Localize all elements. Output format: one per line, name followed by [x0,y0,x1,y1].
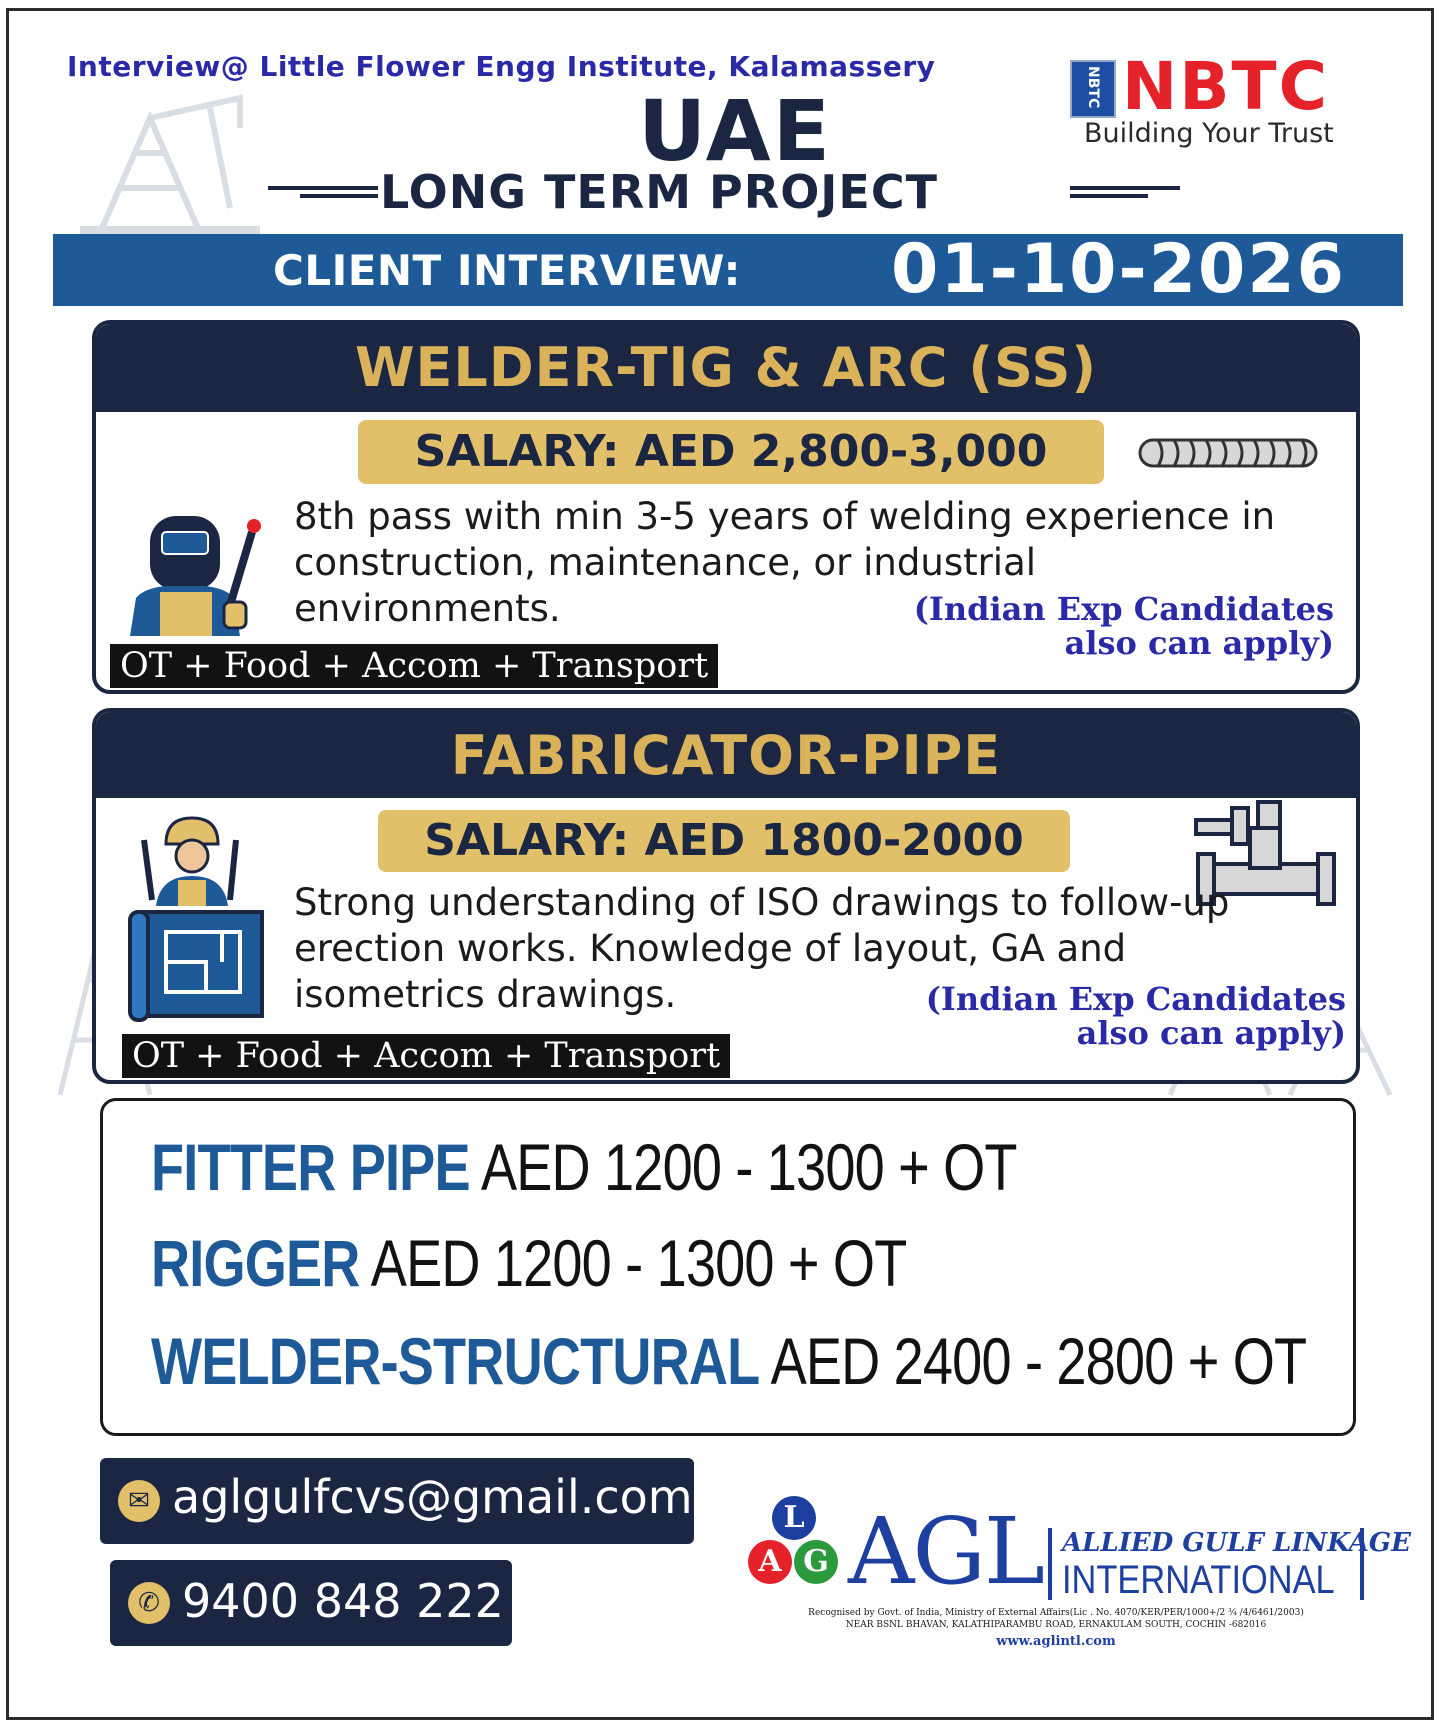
role-pay: AED 1200 - 1300 + OT [469,1130,1017,1204]
decor-line-left [300,194,378,198]
role-row [151,1225,906,1301]
email-address: aglgulfcvs@gmail.com [172,1470,693,1524]
agl-international: INTERNATIONAL [1062,1558,1335,1602]
interview-date: 01-10-2026 [891,230,1346,309]
agl-letter: G [794,1540,838,1584]
interview-venue: Interview@ Little Flower Engg Institute, Kalamassery [67,50,936,83]
role-name: RIGGER [151,1226,360,1300]
email-contact[interactable] [100,1458,694,1544]
job-title: WELDER-TIG & ARC (SS) [354,336,1098,399]
benefits-label: OT + Food + Accom + Transport [122,1034,730,1078]
agl-letter: L [772,1496,816,1540]
nbtc-tagline: Building Your Trust [1084,118,1334,149]
other-roles-box [100,1098,1356,1436]
envelope-icon: ✉ [118,1480,160,1522]
nbtc-logo [1070,48,1390,158]
role-pay: AED 2400 - 2800 + OT [759,1324,1307,1398]
interview-label: CLIENT INTERVIEW: [273,246,741,295]
nbtc-name: NBTC [1122,48,1329,125]
agl-letter: A [748,1540,792,1584]
job-description: Strong understanding of ISO drawings to follow-up erection works. Knowledge of layout, GA and isometrics drawings. [294,881,1230,1016]
eligibility-note: (Indian Exp Candidates also can apply) [925,980,1346,1052]
country-heading: UAE [637,82,832,180]
job-description: 8th pass with min 3-5 years of welding experience in construction, maintenance, or industrial environments. [294,495,1276,630]
role-name: FITTER PIPE [151,1130,470,1204]
phone-icon: ✆ [128,1582,170,1624]
job-card-welder [92,320,1360,694]
job-title: FABRICATOR-PIPE [450,724,1002,787]
agl-allied: ALLIED GULF LINKAGE [1062,1528,1411,1558]
decor-line-right [1070,186,1180,190]
salary-badge: SALARY: AED 2,800-3,000 [358,420,1104,484]
agl-name: AGL [848,1498,1044,1605]
role-pay: AED 1200 - 1300 + OT [359,1226,907,1300]
job-card-fabricator [92,708,1360,1084]
decor-line-right [1070,194,1148,198]
agl-logo [738,1490,1411,1660]
phone-contact[interactable] [110,1560,512,1646]
eligibility-note: (Indian Exp Candidates also can apply) [913,590,1334,662]
role-row [151,1129,1017,1205]
nbtc-emblem-text: NBTC [1085,66,1101,109]
welder-icon [120,502,270,636]
agl-address: NEAR BSNL BHAVAN, KALATHIPARAMBU ROAD, ERNAKULAM SOUTH, COCHIN -682016 [845,1620,1267,1630]
technician-icon [136,810,246,906]
decor-line-left [268,186,378,190]
salary-badge: SALARY: AED 1800-2000 [378,810,1070,872]
job-card-header [96,712,1356,798]
blueprint-icon [126,908,266,1022]
agl-website[interactable]: www.aglintl.com [996,1634,1116,1649]
job-card-header [96,324,1356,412]
benefits-label: OT + Food + Accom + Transport [110,644,718,688]
welding-rods-icon [1138,436,1328,470]
role-name: WELDER-STRUCTURAL [151,1324,760,1398]
role-row [151,1323,1306,1399]
nbtc-emblem [1070,60,1116,118]
phone-number: 9400 848 222 [182,1574,504,1628]
project-heading: LONG TERM PROJECT [380,165,938,219]
interview-banner [53,230,1403,309]
agl-recognition: Recognised by Govt. of India, Ministry of External Affairs(Lic . No. 4070/KER/PER/1000+/2 ¾ /4/6461/2003) [808,1608,1304,1618]
